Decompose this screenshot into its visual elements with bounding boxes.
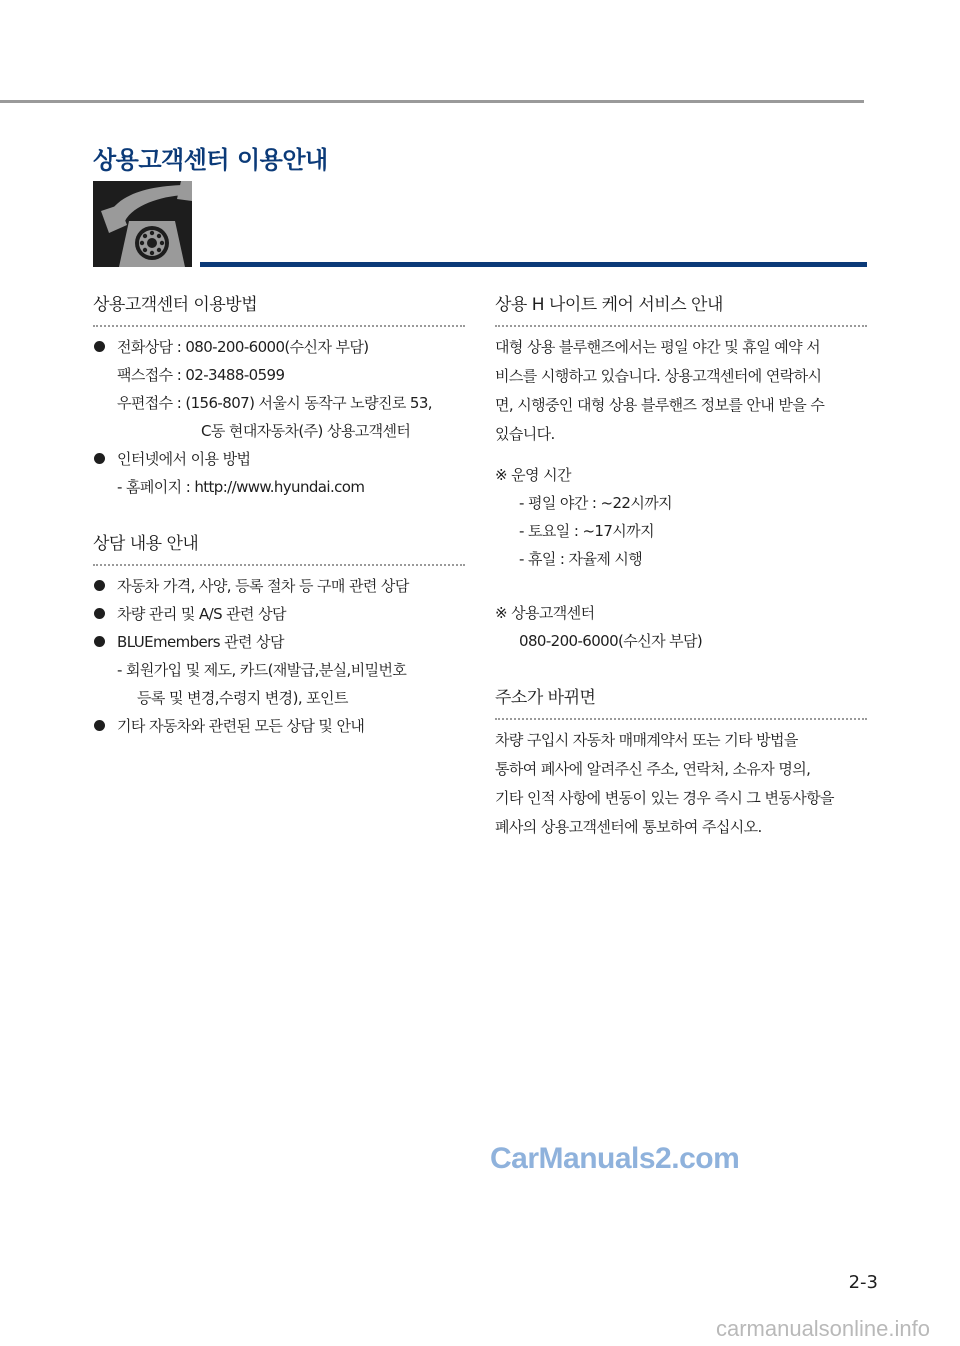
operating-hours-title: ※ 운영 시간 <box>495 466 571 484</box>
section-title-consult-topics: 상담 내용 안내 <box>93 529 465 566</box>
night-care-intro-line3: 면, 시행중인 대형 상용 블루핸즈 정보를 안내 받을 수 <box>495 396 825 414</box>
address-change-line1: 차량 구입시 자동차 매매계약서 또는 기타 방법을 <box>495 731 798 749</box>
night-care-intro-line4: 있습니다. <box>495 425 555 443</box>
address-change-line4: 폐사의 상용고객센터에 통보하여 주십시오. <box>495 818 762 836</box>
consult-topic-purchase: 자동차 가격, 사양, 등록 절차 등 구매 관련 상담 <box>93 572 465 600</box>
mail-item-line2: C동 현대자동차(주) 상용고객센터 <box>201 422 411 440</box>
bluemembers-detail-line2: 등록 및 변경,수령지 변경), 포인트 <box>137 689 348 707</box>
watermark: CarManuals2.com <box>490 1142 740 1175</box>
hours-saturday: - 토요일 : ~17시까지 <box>519 522 654 540</box>
hours-holiday: - 휴일 : 자율제 시행 <box>519 550 643 568</box>
section-title-address-change: 주소가 바뀌면 <box>495 683 867 720</box>
address-change-line3: 기타 인적 사항에 변동이 있는 경우 즉시 그 변동사항을 <box>495 789 834 807</box>
night-care-intro-line1: 대형 상용 블루핸즈에서는 평일 야간 및 휴일 예약 서 <box>495 338 821 356</box>
commercial-center-title: ※ 상용고객센터 <box>495 604 595 622</box>
consult-topic-other: 기타 자동차와 관련된 모든 상담 및 안내 <box>93 712 465 740</box>
consult-topic-service: 차량 관리 및 A/S 관련 상담 <box>93 600 465 628</box>
footer-url: carmanualsonline.info <box>715 1316 930 1341</box>
left-column <box>93 290 465 740</box>
consult-topic-bluemembers: BLUEmembers 관련 상담 <box>93 628 465 656</box>
homepage-item: - 홈페이지 : http://www.hyundai.com <box>117 478 365 496</box>
section-title-usage: 상용고객센터 이용방법 <box>93 290 465 327</box>
commercial-center-phone: 080-200-6000(수신자 부담) <box>519 632 703 650</box>
header-blue-rule <box>200 262 867 267</box>
page-number: 2-3 <box>848 1272 878 1293</box>
fax-item: 팩스접수 : 02-3488-0599 <box>117 366 285 384</box>
telephone-icon <box>93 181 192 267</box>
top-rule <box>0 100 864 103</box>
internet-item: 인터넷에서 이용 방법 <box>93 445 465 473</box>
right-column <box>495 290 867 842</box>
hours-weekday: - 평일 야간 : ~22시까지 <box>519 494 673 512</box>
bluemembers-detail-line1: - 회원가입 및 제도, 카드(재발급,분실,비밀번호 <box>117 661 407 679</box>
address-change-line2: 통하여 폐사에 알려주신 주소, 연락처, 소유자 명의, <box>495 760 811 778</box>
page-title: 상용고객센터 이용안내 <box>93 146 328 174</box>
night-care-intro-line2: 비스를 시행하고 있습니다. 상용고객센터에 연락하시 <box>495 367 822 385</box>
section-title-night-care: 상용 H 나이트 케어 서비스 안내 <box>495 290 867 327</box>
mail-item-line1: 우편접수 : (156-807) 서울시 동작구 노량진로 53, <box>117 394 432 412</box>
phone-consult-item: 전화상담 : 080-200-6000(수신자 부담) <box>93 333 465 361</box>
